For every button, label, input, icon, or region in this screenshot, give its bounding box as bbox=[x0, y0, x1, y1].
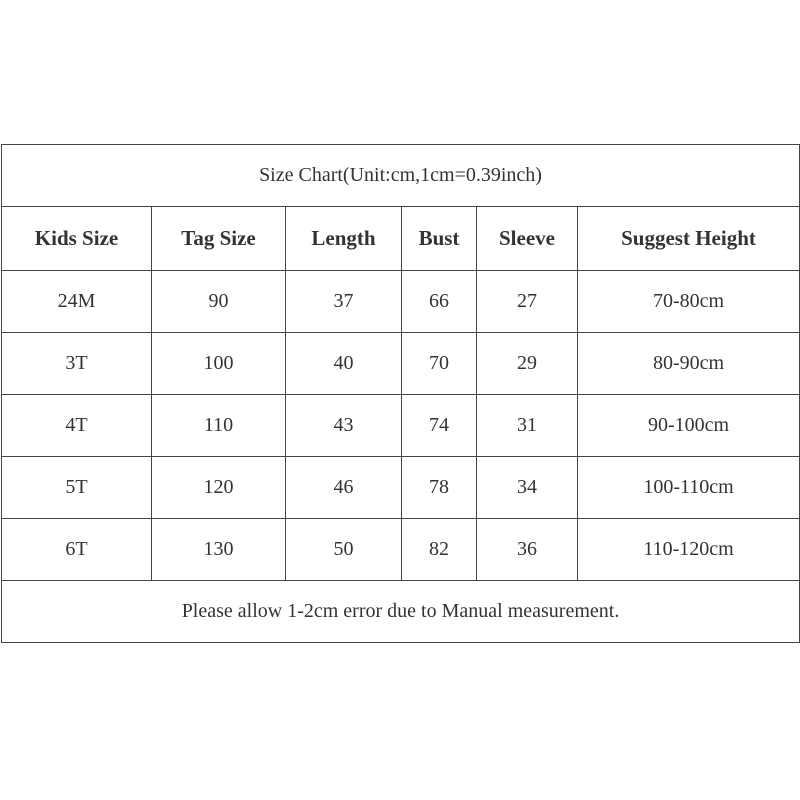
cell-sleeve: 34 bbox=[477, 457, 578, 519]
table-row bbox=[2, 333, 800, 395]
column-header-tag-size: Tag Size bbox=[152, 207, 286, 271]
table-row bbox=[2, 519, 800, 581]
cell-length: 40 bbox=[286, 333, 402, 395]
table-row bbox=[2, 271, 800, 333]
cell-suggest-height: 100-110cm bbox=[578, 457, 800, 519]
cell-sleeve: 29 bbox=[477, 333, 578, 395]
cell-length: 46 bbox=[286, 457, 402, 519]
note-row bbox=[2, 581, 800, 643]
measurement-note: Please allow 1-2cm error due to Manual measurement. bbox=[2, 581, 800, 643]
cell-suggest-height: 90-100cm bbox=[578, 395, 800, 457]
cell-bust: 78 bbox=[402, 457, 477, 519]
cell-length: 50 bbox=[286, 519, 402, 581]
cell-tag-size: 130 bbox=[152, 519, 286, 581]
cell-kids-size: 3T bbox=[2, 333, 152, 395]
cell-tag-size: 100 bbox=[152, 333, 286, 395]
column-header-kids-size: Kids Size bbox=[2, 207, 152, 271]
cell-suggest-height: 70-80cm bbox=[578, 271, 800, 333]
cell-kids-size: 4T bbox=[2, 395, 152, 457]
cell-kids-size: 24M bbox=[2, 271, 152, 333]
table-row bbox=[2, 395, 800, 457]
table-row bbox=[2, 457, 800, 519]
cell-bust: 82 bbox=[402, 519, 477, 581]
cell-tag-size: 110 bbox=[152, 395, 286, 457]
size-chart-title: Size Chart(Unit:cm,1cm=0.39inch) bbox=[2, 145, 800, 207]
cell-length: 37 bbox=[286, 271, 402, 333]
header-row bbox=[2, 207, 800, 271]
column-header-suggest-height: Suggest Height bbox=[578, 207, 800, 271]
size-chart-table bbox=[1, 144, 800, 643]
cell-tag-size: 120 bbox=[152, 457, 286, 519]
cell-sleeve: 36 bbox=[477, 519, 578, 581]
cell-kids-size: 6T bbox=[2, 519, 152, 581]
cell-bust: 74 bbox=[402, 395, 477, 457]
cell-tag-size: 90 bbox=[152, 271, 286, 333]
cell-bust: 66 bbox=[402, 271, 477, 333]
cell-sleeve: 31 bbox=[477, 395, 578, 457]
cell-suggest-height: 110-120cm bbox=[578, 519, 800, 581]
cell-suggest-height: 80-90cm bbox=[578, 333, 800, 395]
column-header-length: Length bbox=[286, 207, 402, 271]
cell-length: 43 bbox=[286, 395, 402, 457]
cell-sleeve: 27 bbox=[477, 271, 578, 333]
cell-bust: 70 bbox=[402, 333, 477, 395]
title-row bbox=[2, 145, 800, 207]
column-header-bust: Bust bbox=[402, 207, 477, 271]
column-header-sleeve: Sleeve bbox=[477, 207, 578, 271]
cell-kids-size: 5T bbox=[2, 457, 152, 519]
